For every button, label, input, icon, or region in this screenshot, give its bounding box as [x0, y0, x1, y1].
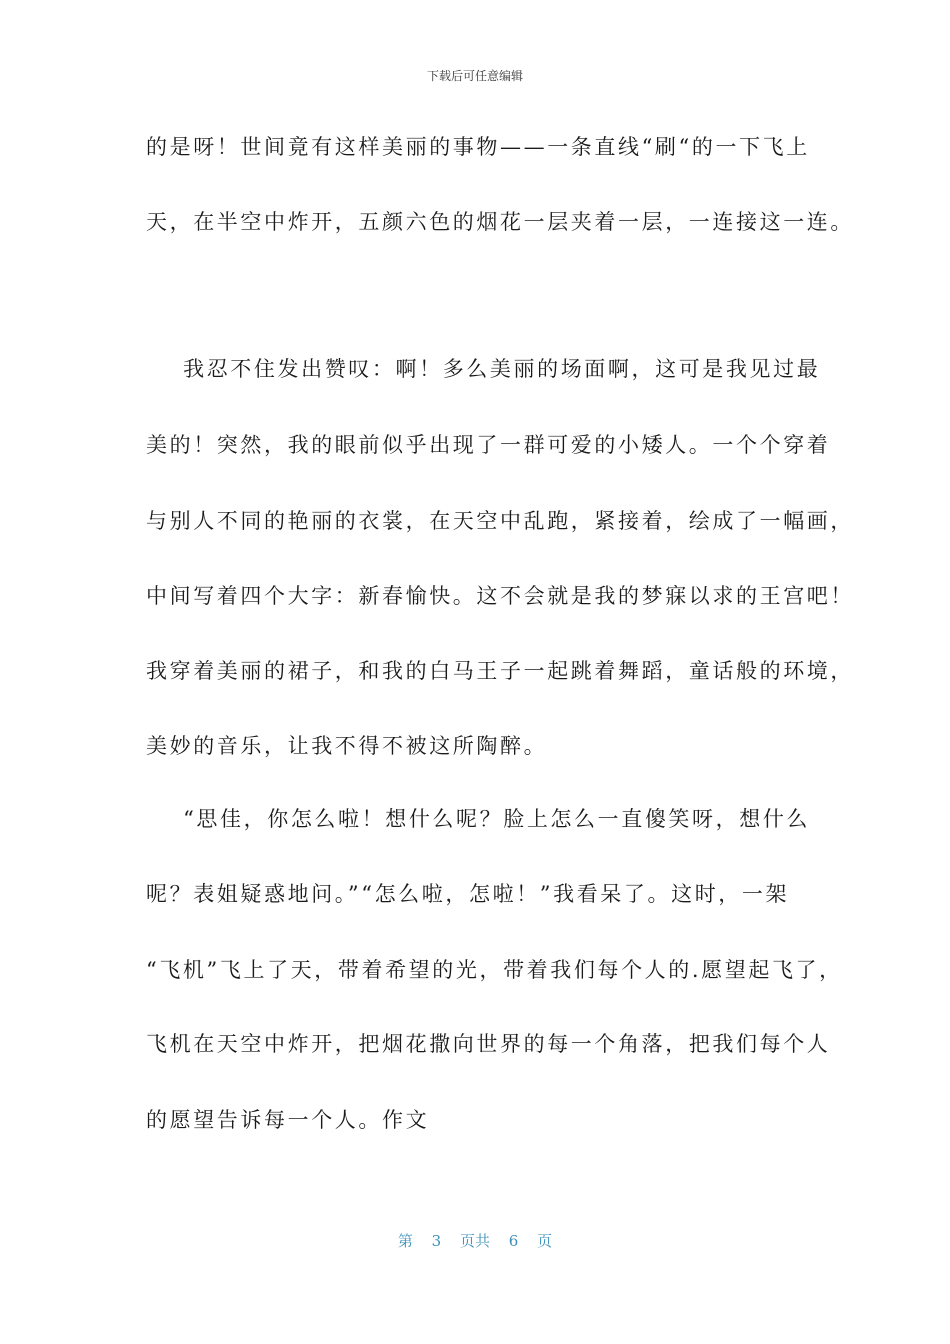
page-number-footer: 第 3 页共 6 页	[397, 1232, 553, 1250]
text-line: 天，在半空中炸开，五颜六色的烟花一层夹着一层，一连接这一连。	[146, 210, 854, 234]
text-line: “思佳，你怎么啦！想什么呢？脸上怎么一直傻笑呀，想什么	[146, 807, 811, 831]
text-line: 美的！突然，我的眼前似乎出现了一群可爱的小矮人。一个个穿着	[146, 433, 831, 457]
text-line: 的是呀！世间竟有这样美丽的事物——一条直线“刷“的一下飞上	[146, 135, 810, 159]
text-line: “飞机”飞上了天，带着希望的光，带着我们每个人的.愿望起飞了，	[146, 958, 843, 982]
text-line: 我穿着美丽的裙子，和我的白马王子一起跳着舞蹈，童话般的环境，	[146, 659, 854, 683]
text-line: 中间写着四个大字：新春愉快。这不会就是我的梦寐以求的王宫吧！	[146, 584, 854, 608]
text-line: 我忍不住发出赞叹：啊！多么美丽的场面啊，这可是我见过最	[146, 357, 821, 381]
text-line: 与别人不同的艳丽的衣裳，在天空中乱跑，紧接着，绘成了一幅画，	[146, 509, 854, 533]
page-header: 下载后可任意编辑	[426, 69, 523, 83]
text-line: 飞机在天空中炸开，把烟花撒向世界的每一个角落，把我们每个人	[146, 1032, 831, 1056]
text-line: 的愿望告诉每一个人。作文	[146, 1108, 430, 1132]
text-line: 美妙的音乐，让我不得不被这所陶醉。	[146, 734, 548, 758]
text-line: 呢？表姐疑惑地问。”“怎么啦，怎啦！”我看呆了。这时，一架	[146, 882, 790, 906]
